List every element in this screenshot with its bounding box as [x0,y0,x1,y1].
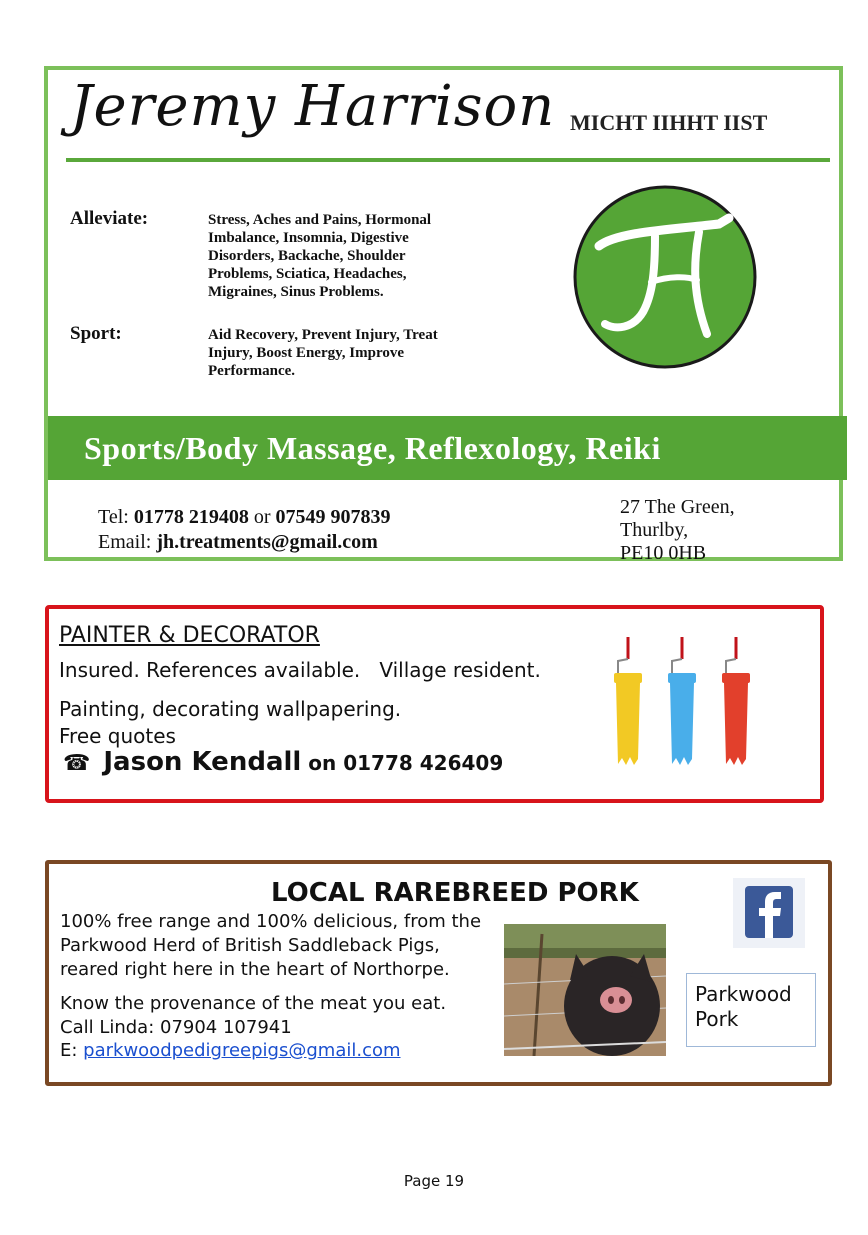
page-label-line: Pork [695,1007,739,1031]
telephone-icon: ☎ [63,751,91,776]
paint-roller-blue-icon [668,637,696,765]
email-address: jh.treatments@gmail.com [156,531,378,553]
alleviate-line: Problems, Sciatica, Headaches, [208,266,407,282]
tel-number-2: 07549 907839 [275,506,391,528]
paint-roller-red-icon [722,637,750,765]
paint-rollers-icon [604,631,764,781]
sport-line: Aid Recovery, Prevent Injury, Treat [208,327,438,343]
address-line: 27 The Green, [620,496,735,518]
pork-email-line [60,1040,401,1061]
address-line: Thurlby, [620,519,689,541]
painter-line-1: Insured. References available. Village resident. [59,658,541,682]
phone-line [98,506,390,529]
page-label-line: Parkwood [695,982,792,1006]
pork-line-1: 100% free range and 100% delicious, from the [60,911,482,932]
services-text: Sports/Body Massage, Reflexology, Reiki [84,430,661,466]
pork-ad [45,860,832,1086]
pork-provenance: Know the provenance of the meat you eat. [60,993,447,1014]
alleviate-line: Stress, Aches and Pains, Hormonal [208,212,432,228]
contact-name: Jason Kendall [103,747,302,777]
title-rule [66,158,830,162]
paint-roller-yellow-icon [614,637,642,765]
qualifications: MICHT IIHHT IIST [570,110,768,135]
page-number: Page 19 [403,1172,465,1190]
alleviate-label: Alleviate: [70,208,149,229]
tel-label: Tel: [98,506,129,528]
painter-contact [63,747,503,777]
facebook-logo-icon [733,878,805,948]
pork-line-3: reared right here in the heart of Northorpe. [60,959,450,980]
sport-list [208,326,508,380]
sport-line: Injury, Boost Energy, Improve [208,345,404,361]
contact-number: on 01778 426409 [308,751,504,775]
address-line: PE10 0HB [620,542,707,564]
painter-line-2: Painting, decorating wallpapering. [59,697,402,721]
facebook-icon[interactable] [733,878,805,948]
pork-call: Call Linda: 07904 107941 [60,1017,292,1038]
pork-title: LOCAL RAREBREED PORK [271,878,639,908]
painter-line-3: Free quotes [59,724,176,748]
jh-logo-icon [547,184,783,370]
sport-line: Performance. [208,363,296,379]
alleviate-list [208,211,508,301]
alleviate-line: Migraines, Sinus Problems. [208,284,384,300]
email-label: E: [60,1040,78,1061]
services-banner [48,416,847,480]
pork-line-2: Parkwood Herd of British Saddleback Pigs, [60,935,440,956]
painter-ad [45,605,824,803]
tel-or: or [253,506,271,528]
postal-address [620,496,735,565]
alleviate-line: Imbalance, Insomnia, Digestive [208,230,409,246]
pork-email-link[interactable]: parkwoodpedigreepigs@gmail.com [83,1040,401,1061]
harrison-ad [44,66,843,564]
facebook-page-label[interactable] [686,973,816,1047]
sport-label: Sport: [70,323,122,344]
alleviate-line: Disorders, Backache, Shoulder [208,248,406,264]
painter-title: PAINTER & DECORATOR [59,623,320,648]
email-line [98,531,378,554]
email-label: Email: [98,531,152,553]
practitioner-name: Jeremy Harrison [70,74,556,139]
pig-photo [504,924,666,1056]
tel-number-1: 01778 219408 [133,506,249,528]
